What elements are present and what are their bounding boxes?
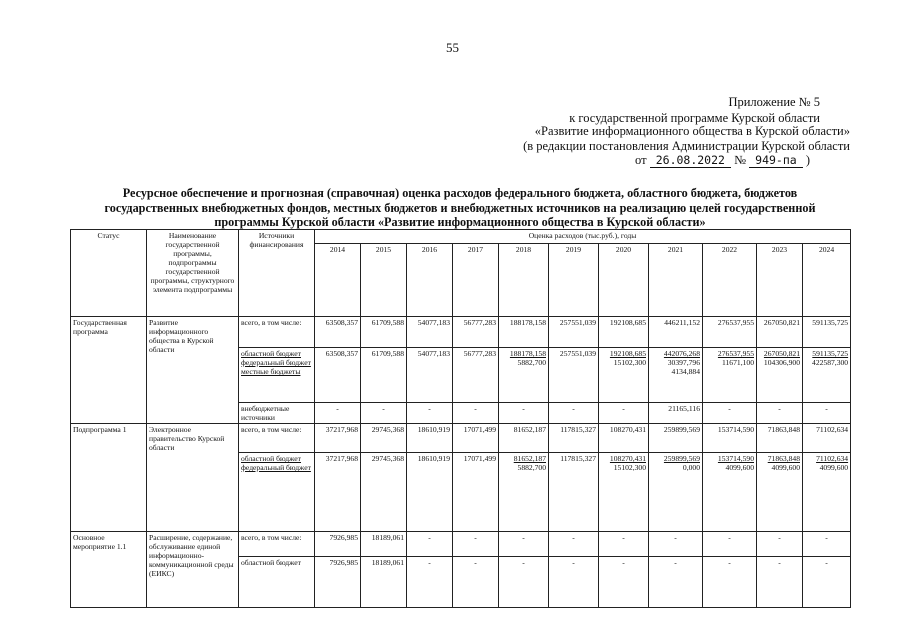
value-cell — [757, 317, 803, 348]
header-year: 2018 — [499, 244, 549, 317]
value-line: - — [778, 533, 781, 542]
value-line: 81652,187 — [513, 454, 546, 463]
value-cell — [649, 403, 703, 424]
value-line: 56777,283 — [463, 349, 496, 358]
value-line: - — [825, 533, 828, 542]
row-source: всего, в том числе: — [239, 424, 315, 453]
value-cell — [315, 317, 361, 348]
value-line: - — [474, 404, 477, 413]
value-line: 54077,183 — [417, 318, 450, 327]
title-line-1: Ресурсное обеспечение и прогнозная (справочная) оценка расходов федерального бюджета, областного бюджета, бюджетов — [122, 186, 798, 200]
value-cell — [803, 348, 851, 403]
value-line: 18189,061 — [371, 558, 404, 567]
value-cell — [549, 557, 599, 608]
value-cell — [315, 403, 361, 424]
value-cell — [453, 317, 499, 348]
value-cell — [315, 348, 361, 403]
value-cell — [803, 424, 851, 453]
value-cell — [453, 557, 499, 608]
value-line: 5882,700 — [517, 358, 546, 367]
value-cell — [453, 453, 499, 532]
value-cell — [599, 348, 649, 403]
value-line: 104306,900 — [763, 358, 800, 367]
value-cell — [549, 532, 599, 557]
value-line: 5882,700 — [517, 463, 546, 472]
value-cell — [599, 557, 649, 608]
value-line: 4099,600 — [725, 463, 754, 472]
value-line: 15102,300 — [613, 463, 646, 472]
value-line: 71102,634 — [816, 454, 849, 463]
value-cell — [499, 403, 549, 424]
value-line: 15102,300 — [613, 358, 646, 367]
page-number: 55 — [446, 40, 459, 55]
value-line: 276537,955 — [717, 349, 754, 358]
appendix-resolution — [635, 153, 810, 169]
value-line: 29745,368 — [371, 425, 404, 434]
value-line: - — [825, 558, 828, 567]
value-cell — [407, 557, 453, 608]
value-line: 4134,884 — [671, 367, 700, 376]
value-line: 71102,634 — [816, 425, 849, 434]
value-line: 81652,187 — [513, 425, 546, 434]
close-paren: ) — [805, 153, 810, 167]
value-line: 37217,968 — [325, 454, 358, 463]
value-cell — [407, 403, 453, 424]
value-cell — [549, 424, 599, 453]
value-line: - — [522, 404, 525, 413]
number-label: № — [734, 153, 747, 167]
row-name: Электронное правительство Курской области — [147, 424, 239, 532]
header-year: 2022 — [703, 244, 757, 317]
value-cell — [361, 453, 407, 532]
resolution-date: 26.08.2022 — [650, 153, 731, 168]
value-line: 63508,357 — [325, 318, 358, 327]
value-cell — [649, 453, 703, 532]
value-line: - — [474, 558, 477, 567]
value-line: 267050,821 — [763, 318, 800, 327]
value-line: 442076,268 — [663, 349, 700, 358]
value-cell — [599, 453, 649, 532]
value-cell — [407, 453, 453, 532]
row-source: областной бюджет федеральный бюджет местные бюджеты — [239, 348, 315, 403]
value-line: 30397,796 — [667, 358, 700, 367]
value-cell — [315, 424, 361, 453]
value-line: - — [728, 558, 731, 567]
value-line: - — [622, 558, 625, 567]
value-line: - — [572, 533, 575, 542]
title-line-2: государственных внебюджетных фондов, местных бюджетов и внебюджетных источников на реализацию целей государственной — [104, 200, 816, 215]
value-line: - — [728, 404, 731, 413]
value-cell — [649, 557, 703, 608]
value-line: 63508,357 — [325, 349, 358, 358]
value-cell — [703, 532, 757, 557]
value-line: 117815,327 — [560, 454, 596, 463]
value-cell — [407, 348, 453, 403]
row-status: Основное мероприятие 1.1 — [71, 532, 147, 608]
header-year: 2016 — [407, 244, 453, 317]
value-cell — [757, 348, 803, 403]
value-line: 37217,968 — [325, 425, 358, 434]
value-cell — [803, 532, 851, 557]
value-cell — [549, 348, 599, 403]
appendix-number: Приложение № 5 — [728, 95, 820, 109]
value-line: 188178,158 — [509, 349, 546, 358]
value-line: 0,000 — [682, 463, 700, 472]
value-line: 11671,100 — [722, 358, 754, 367]
resolution-number: 949-па — [749, 153, 803, 168]
value-cell — [803, 453, 851, 532]
value-line: 591135,725 — [812, 349, 849, 358]
row-source: областной бюджет федеральный бюджет — [239, 453, 315, 532]
value-cell — [649, 532, 703, 557]
value-line: 61709,588 — [371, 349, 404, 358]
value-cell — [499, 348, 549, 403]
value-cell — [757, 403, 803, 424]
value-cell — [803, 317, 851, 348]
value-line: 71863,848 — [767, 425, 800, 434]
value-cell — [499, 557, 549, 608]
value-cell — [703, 424, 757, 453]
value-cell — [361, 348, 407, 403]
value-line: 591135,725 — [812, 318, 849, 327]
value-line: - — [474, 533, 477, 542]
value-cell — [315, 557, 361, 608]
value-line: 18189,061 — [371, 533, 404, 542]
appendix-program-title: «Развитие информационного общества в Курской области» — [534, 124, 850, 138]
value-line: - — [778, 404, 781, 413]
value-line: 4099,600 — [771, 463, 800, 472]
value-line: - — [674, 533, 677, 542]
row-name: Расширение, содержание, обслуживание единой информационно-коммуникационной среды (ЕИКС) — [147, 532, 239, 608]
row-name: Развитие информационного общества в Курской области — [147, 317, 239, 424]
value-cell — [757, 424, 803, 453]
value-cell — [361, 557, 407, 608]
value-line: 257551,039 — [559, 349, 596, 358]
value-cell — [499, 424, 549, 453]
value-line: - — [778, 558, 781, 567]
value-line: - — [728, 533, 731, 542]
value-cell — [499, 532, 549, 557]
value-cell — [703, 557, 757, 608]
row-status: Подпрограмма 1 — [71, 424, 147, 532]
value-cell — [757, 532, 803, 557]
value-cell — [549, 317, 599, 348]
header-year: 2017 — [453, 244, 499, 317]
header-sources: Источники финансирования — [239, 230, 315, 317]
value-line: - — [522, 533, 525, 542]
value-line: 153714,590 — [717, 425, 754, 434]
value-line: - — [428, 533, 431, 542]
value-line: - — [572, 558, 575, 567]
value-line: 7926,985 — [329, 558, 358, 567]
value-line: 108270,431 — [609, 454, 646, 463]
value-line: 259899,569 — [663, 454, 700, 463]
value-line: 18610,919 — [417, 425, 450, 434]
value-cell — [499, 453, 549, 532]
table-header — [71, 230, 851, 317]
header-estimate: Оценка расходов (тыс.руб.), годы — [315, 230, 851, 244]
value-cell — [549, 403, 599, 424]
table-row — [71, 532, 851, 557]
value-cell — [649, 424, 703, 453]
row-status: Государственная программа — [71, 317, 147, 424]
value-line: - — [622, 533, 625, 542]
value-line: 108270,431 — [609, 425, 646, 434]
value-cell — [549, 453, 599, 532]
value-line: 446211,152 — [664, 318, 700, 327]
value-cell — [407, 532, 453, 557]
value-line: - — [428, 404, 431, 413]
value-cell — [803, 557, 851, 608]
value-cell — [703, 348, 757, 403]
value-cell — [361, 317, 407, 348]
value-line: 188178,158 — [509, 318, 546, 327]
value-line: - — [674, 558, 677, 567]
value-line: 17071,499 — [463, 425, 496, 434]
value-line: 117815,327 — [560, 425, 596, 434]
value-line: 17071,499 — [463, 454, 496, 463]
value-cell — [315, 453, 361, 532]
value-line: 192108,685 — [609, 318, 646, 327]
value-line: 276537,955 — [717, 318, 754, 327]
value-line: 153714,590 — [717, 454, 754, 463]
value-line: - — [572, 404, 575, 413]
value-cell — [649, 348, 703, 403]
value-line: - — [336, 404, 339, 413]
value-cell — [407, 424, 453, 453]
value-cell — [453, 403, 499, 424]
row-source: внебюджетные источники — [239, 403, 315, 424]
header-status: Статус — [71, 230, 147, 317]
value-line: 422587,300 — [812, 358, 849, 367]
value-line: 267050,821 — [763, 349, 800, 358]
header-year: 2024 — [803, 244, 851, 317]
value-line: - — [428, 558, 431, 567]
value-line: 257551,039 — [559, 318, 596, 327]
value-cell — [315, 532, 361, 557]
table-body — [71, 317, 851, 608]
value-cell — [757, 557, 803, 608]
value-line: 18610,919 — [417, 454, 450, 463]
value-line: 21165,116 — [668, 404, 700, 413]
value-line: - — [622, 404, 625, 413]
value-line: 7926,985 — [329, 533, 358, 542]
value-cell — [703, 453, 757, 532]
value-line: 71863,848 — [767, 454, 800, 463]
value-cell — [361, 532, 407, 557]
value-line: 29745,368 — [371, 454, 404, 463]
value-cell — [599, 317, 649, 348]
value-line: - — [825, 404, 828, 413]
value-line: - — [522, 558, 525, 567]
document-title — [40, 186, 880, 230]
value-cell — [599, 532, 649, 557]
title-line-3: программы Курской области «Развитие информационного общества в Курской области» — [214, 215, 706, 229]
value-cell — [703, 403, 757, 424]
header-year: 2015 — [361, 244, 407, 317]
value-line: - — [382, 404, 385, 413]
appendix-edition: (в редакции постановления Администрации Курской области — [523, 139, 850, 153]
table-row — [71, 424, 851, 453]
value-line: 61709,588 — [371, 318, 404, 327]
value-cell — [599, 424, 649, 453]
value-line: 259899,569 — [663, 425, 700, 434]
value-cell — [803, 403, 851, 424]
budget-table — [70, 229, 851, 608]
row-source: областной бюджет — [239, 557, 315, 608]
value-cell — [453, 424, 499, 453]
header-year: 2023 — [757, 244, 803, 317]
value-cell — [407, 317, 453, 348]
header-name: Наименование государственной программы, подпрограммы государственной программы, структурного элемента подпрограммы — [147, 230, 239, 317]
value-line: 192108,685 — [609, 349, 646, 358]
header-year: 2020 — [599, 244, 649, 317]
value-cell — [649, 317, 703, 348]
value-line: 54077,183 — [417, 349, 450, 358]
value-cell — [361, 403, 407, 424]
value-line: 56777,283 — [463, 318, 496, 327]
value-cell — [499, 317, 549, 348]
header-year: 2014 — [315, 244, 361, 317]
value-cell — [453, 348, 499, 403]
header-year: 2019 — [549, 244, 599, 317]
value-cell — [703, 317, 757, 348]
value-line: 4099,600 — [819, 463, 849, 472]
row-source: всего, в том числе: — [239, 532, 315, 557]
value-cell — [453, 532, 499, 557]
row-source: всего, в том числе: — [239, 317, 315, 348]
table-row — [71, 317, 851, 348]
value-cell — [361, 424, 407, 453]
from-label: от — [635, 153, 647, 167]
appendix-program: к государственной программе Курской области — [569, 111, 820, 125]
value-cell — [757, 453, 803, 532]
header-year: 2021 — [649, 244, 703, 317]
value-cell — [599, 403, 649, 424]
